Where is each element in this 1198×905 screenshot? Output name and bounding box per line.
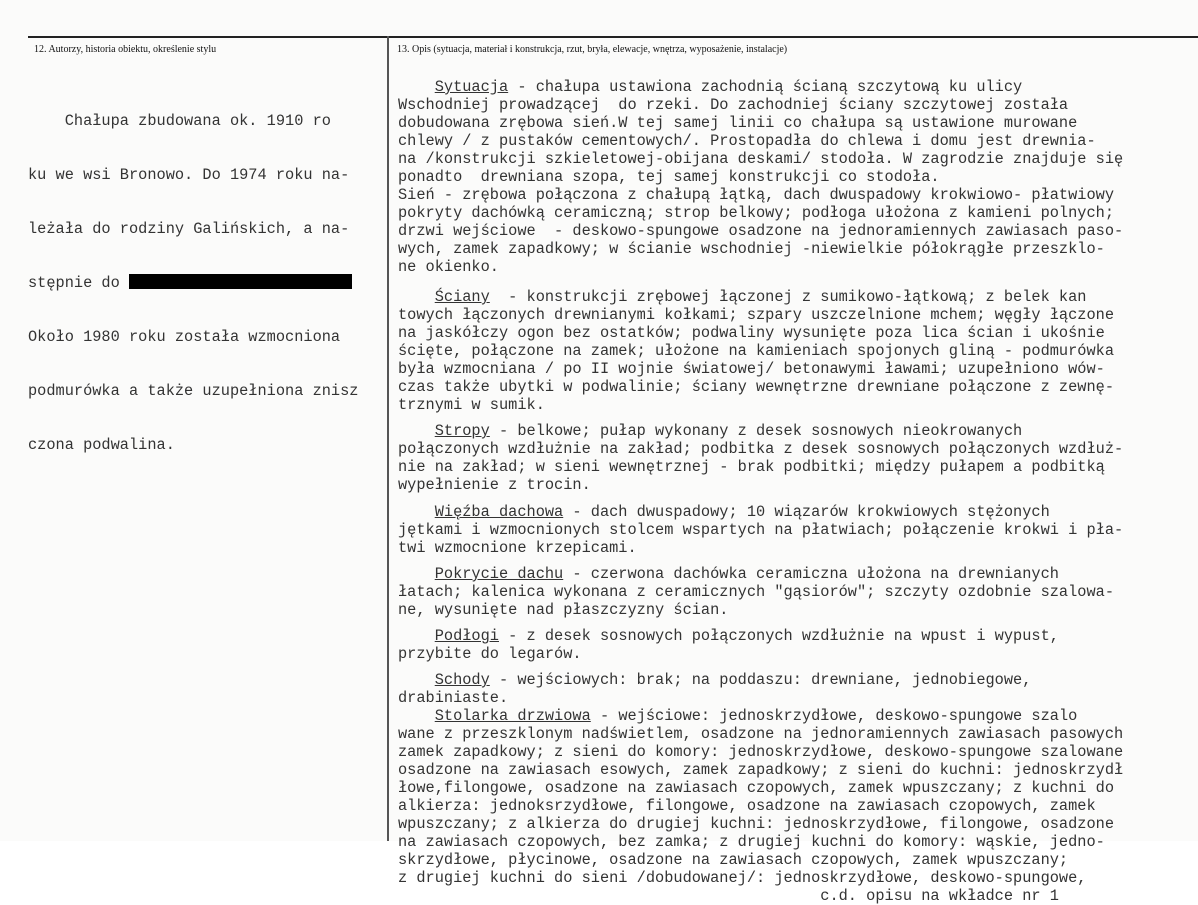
description-line: alkierza: jednoksrzydłowe, filongowe, osadzone na zawiasach czopowych, zamek — [398, 797, 1096, 815]
description-line: Sień - zrębowa połączona z chałupą łątką, dach dwuspadowy krokwiowo- płatwiowy — [398, 186, 1115, 204]
description-line: połączonych wzdłużnie na zakład; podbitka z desek sosnowych połączonych wzdłuż- — [398, 440, 1124, 458]
description-line: twi wzmocnione krzepicami. — [398, 539, 637, 557]
paragraph-gap — [398, 494, 1198, 503]
section-heading: Więźba dachowa — [434, 503, 564, 521]
section-heading: Stolarka drzwiowa — [434, 707, 591, 725]
description-line: ponadto drewniana szopa, tej samej konstrukcji co stodoła. — [398, 168, 940, 186]
description-line: Więźba dachowa - dach dwuspadowy; 10 wiązarów krokwiowych stężonych — [434, 503, 1050, 521]
description-line: łowe,filongowe, osadzone na zawiasach czopowych, zamek wpuszczany; z kuchni do — [398, 779, 1115, 797]
description-line: Wschodniej prowadzącej do rzeki. Do zachodniej ściany szczytowej została — [398, 96, 1069, 114]
description-line: z drugiej kuchni do sieni /dobudowanej/: jednoskrzydłowe, deskowo-spungowe, — [398, 869, 1087, 887]
history-line: Około 1980 roku została wzmocniona — [28, 328, 341, 346]
description-line: Schody - wejściowych: brak; na poddaszu: drewniane, jednobiegowe, — [434, 671, 1032, 689]
description-paragraph — [398, 671, 1198, 707]
redaction-bar — [129, 274, 352, 289]
description-line: wych, zamek zapadkowy; w ścianie wschodniej -niewielkie półokrągłe przeszklo- — [398, 240, 1105, 258]
paragraph-gap — [398, 414, 1198, 422]
history-line: leżała do rodziny Galińskich, a na- — [28, 220, 350, 238]
description-line: ścięte, połączone na zamek; ułożone na kamieniach spojonych gliną - podmurówka — [398, 342, 1115, 360]
history-line: stępnie do — [28, 274, 129, 292]
description-line: na zawiasach czopowych, bez zamka; z drugiej kuchni do komory: wąskie, jedno- — [398, 833, 1105, 851]
history-line: ku we wsi Bronowo. Do 1974 roku na- — [28, 166, 350, 184]
description-line: Sytuacja - chałupa ustawiona zachodnią ścianą szczytową ku ulicy — [434, 78, 1023, 96]
history-line: Chałupa zbudowana ok. 1910 ro — [28, 112, 331, 130]
description-line: czas także ubytki w podwalinie; ściany wewnętrzne drewniane połączone z zewnę- — [398, 378, 1115, 396]
description-line: ne okienko. — [398, 258, 499, 276]
description-line: Podłogi - z desek sosnowych połączonych wzdłużnie na wpust i wypust, — [434, 627, 1059, 645]
description-line: łatach; kalenica wykonana z ceramicznych "gąsiorów"; szczyty ozdobnie szalowa- — [398, 583, 1115, 601]
description-line: trznymi w sumik. — [398, 396, 545, 414]
description-line: drabiniaste. — [398, 689, 509, 707]
description-line: c.d. opisu na wkładce nr 1 — [398, 887, 1059, 905]
description-paragraph — [398, 78, 1198, 276]
section-heading: Pokrycie dachu — [434, 565, 564, 583]
section-heading: Schody — [434, 671, 490, 689]
description-line: pokryty dachówką ceramiczną; strop belkowy; podłoga ułożona z kamieni polnych; — [398, 204, 1115, 222]
description-line: nie na zakład; w sieni wewnętrznej - brak podbitki; między pułapem a podbitką — [398, 458, 1105, 476]
description-line: wane z przeszklonym nadświetlem, osadzone na jednoramiennych zawiasach pasowych — [398, 725, 1124, 743]
description-paragraph — [398, 503, 1198, 557]
description-paragraph — [398, 627, 1198, 663]
section-heading: Ściany — [434, 288, 490, 306]
description-paragraph — [398, 422, 1198, 494]
description-line: na /konstrukcji szkieletowej-obijana deskami/ stodoła. W zagrodzie znajduje się — [398, 150, 1124, 168]
paragraph-gap — [398, 276, 1198, 288]
description-line: dobudowana zrębowa sień.W tej samej linii co chałupa są ustawione murowane — [398, 114, 1078, 132]
description-line: drzwi wejściowe - deskowo-spungowe osadzone na jednoramiennych zawiasach paso- — [398, 222, 1124, 240]
description-line: zamek zapadkowy; z sieni do komory: jednoskrzydłowe, deskowo-spungowe szalowane — [398, 743, 1124, 761]
description-line: skrzydłowe, płycinowe, osadzone na zawiasach czopowych, zamek wpuszczany; — [398, 851, 1069, 869]
top-rule — [28, 36, 1198, 38]
paragraph-gap — [398, 619, 1198, 627]
description-line: na jaskółczy ogon bez ostatków; podwaliny wysunięte poza lica ścian i ukośnie — [398, 324, 1105, 342]
paragraph-gap — [398, 663, 1198, 671]
right-section-header: 13. Opis (sytuacja, materiał i konstrukcja, rzut, bryła, elewacje, wnętrza, wyposażenie, instalacje) — [397, 44, 788, 55]
history-line: czona podwalina. — [28, 436, 175, 454]
description-paragraph — [398, 288, 1198, 414]
description-line: była wzmocniana / po II wojnie światowej/ betonawymi ławami; uzupełniono wów- — [398, 360, 1105, 378]
description-line: Ściany - konstrukcji zrębowej łączonej z sumikowo-łątkową; z belek kan — [434, 288, 1087, 306]
description-line: Stropy - belkowe; pułap wykonany z desek sosnowych nieokrowanych — [434, 422, 1023, 440]
description-text — [398, 78, 1198, 905]
description-line: Stolarka drzwiowa - wejściowe: jednoskrzydłowe, deskowo-spungowe szalo — [434, 707, 1078, 725]
description-line: osadzone na zawiasach esowych, zamek zapadkowy; z sieni do kuchni: jednoskrzydł — [398, 761, 1124, 779]
section-heading: Sytuacja — [434, 78, 509, 96]
description-line: wypełnienie z trocin. — [398, 476, 591, 494]
description-line: Pokrycie dachu - czerwona dachówka ceramiczna ułożona na drewnianych — [434, 565, 1059, 583]
description-line: towych łączonych drewnianymi kołkami; szpary uszczelnione mchem; węgły łączone — [398, 306, 1115, 324]
description-line: przybite do legarów. — [398, 645, 582, 663]
column-divider — [387, 36, 389, 841]
description-paragraph — [398, 565, 1198, 619]
left-section-header: 12. Autorzy, historia obiektu, określenie stylu — [34, 44, 217, 55]
history-text — [28, 76, 386, 490]
section-heading: Podłogi — [434, 627, 499, 645]
description-line: wpuszczany; z alkierza do drugiej kuchni: jednoskrzydłowe, filongowe, osadzone — [398, 815, 1115, 833]
description-line: chlewy / z pustaków cementowych/. Prostopadła do chlewa i domu jest drewnia- — [398, 132, 1096, 150]
history-line-redacted — [28, 274, 386, 292]
description-line: jętkami i wzmocnionych stolcem wspartych na płatwiach; połączenie krokwi i pła- — [398, 521, 1124, 539]
section-heading: Stropy — [434, 422, 490, 440]
paragraph-gap — [398, 557, 1198, 565]
description-paragraph — [398, 707, 1198, 905]
history-line: podmurówka a także uzupełniona znisz — [28, 382, 359, 400]
description-line: ne, wysunięte nad płaszczyzny ścian. — [398, 601, 729, 619]
